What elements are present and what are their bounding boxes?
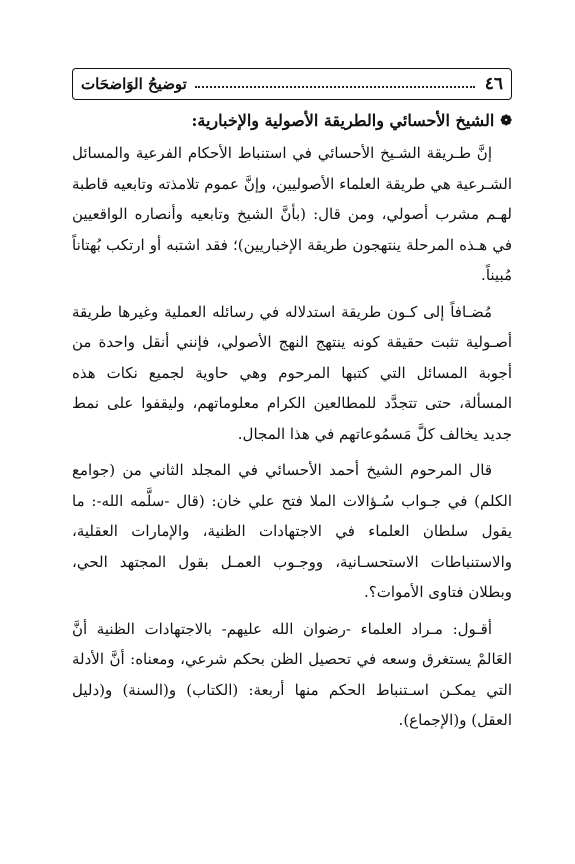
paragraph: إنَّ طـريقة الشـيخ الأحسائي في استنباط الأحكام الفرعية والمسائل الشـرعية هي طريقة العلماء الأصوليين، وإنَّ عموم تلامذته وتابعيه قاطبة لهـم مشرب أصولي، ومن قال: (بأنَّ الشيخ وتابعيه وأنصاره الواقعيين في هـذه المرحلة ينتهجون طريقة الإخباريين)؛ فقد اشتبه أو ارتكب بُهتاناً مُبيناً. xyxy=(72,144,512,284)
section-title: الشيخ الأحسائي والطريقة الأصولية والإخبارية: xyxy=(191,110,495,130)
paragraph: أقـول: مـراد العلماء -رضوان الله عليهم- بالاجتهادات الظنية أنَّ العَالمْ يستغرق وسعه في تحصيل الظن بحكم شرعي، ومعناه: أنَّ الأدلة التي يمكـن اسـتنباط الحكم منها أربعة: (الكتاب) و(السنة) و(دليل العقل) و(الإجماع). xyxy=(72,619,512,729)
book-title: توضيحُ الوَاضحَات xyxy=(81,75,187,93)
flower-ornament-icon: ❁ xyxy=(500,112,512,129)
header-dotted-leader xyxy=(195,86,475,88)
paragraph: قال المرحوم الشيخ أحمد الأحسائي في المجلد الثاني من (جوامع الكلم) في جـواب سُـؤالات الملا فتح علي خان: (قال -سلَّمه الله-: ما يقول سلطان العلماء في الاجتهادات الظنية، والإمارات العقلية، والاستنباطات الاستحسـانية، ووجـوب العمـل بقول المجتهد الحي، وبطلان فتاوى الأموات؟. xyxy=(72,461,512,601)
section-heading xyxy=(72,104,512,138)
running-header xyxy=(72,68,512,100)
page-body xyxy=(72,104,512,736)
page-number: ٤٦ xyxy=(484,74,503,94)
paragraph: مُضـافاً إلى كـون طريقة استدلاله في رسائله العملية وغيرها طريقة أصـولية تثبت حقيقة كونه ينتهج النهج الأصولي، فإنني أنقل واحدة من أجوبة المسائل التي كتبها المرحوم وهي حاوية لجميع نكات هذه المسألة، حتى تتجدَّد للمطالعين الكرام معلوماتهم، وليقفوا على نمط جديد يخالف كلَّ مَسمُوعاتهم في هذا المجال. xyxy=(72,302,512,443)
